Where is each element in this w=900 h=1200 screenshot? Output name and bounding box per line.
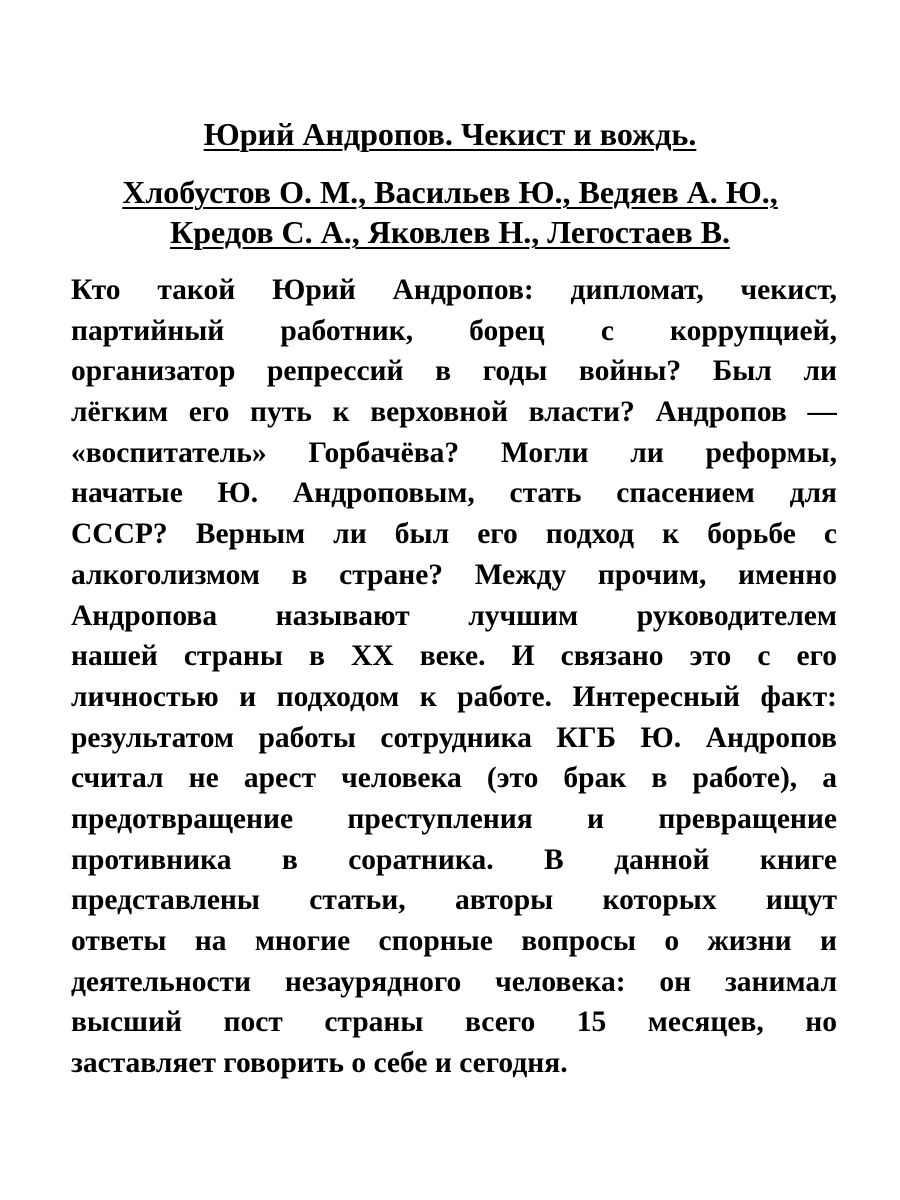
book-authors <box>0 172 900 252</box>
description-line: СССР? Верным ли был его подход к борьбе с <box>71 518 837 551</box>
description-line: деятельности незаурядного человека: он занимал <box>71 965 837 998</box>
description-line: Кто такой Юрий Андропов: дипломат, чекист, <box>71 274 837 306</box>
description-line: ответы на многие спорные вопросы о жизни и <box>71 925 837 957</box>
book-title <box>0 116 900 152</box>
description-line: партийный работник, борец с коррупцией, <box>71 314 837 347</box>
description-line: алкоголизмом в стране? Между прочим, именно <box>71 558 837 591</box>
authors-line-1-text: Хлобустов О. М., Васильев Ю., Ведяев А. Ю., <box>122 174 778 210</box>
description-line: организатор репрессий в годы войны? Был ли <box>71 355 837 388</box>
description-line: представлены статьи, авторы которых ищут <box>71 884 837 917</box>
description-line: противника в соратника. В данной книге <box>71 843 837 876</box>
description-line: высший пост страны всего 15 месяцев, но <box>71 1006 837 1039</box>
description-line: личностью и подходом к работе. Интересный факт: <box>71 680 837 713</box>
description-line: результатом работы сотрудника КГБ Ю. Андропов <box>71 721 837 754</box>
description-line: начатые Ю. Андроповым, стать спасением для <box>71 477 837 510</box>
description-line: считал не арест человека (это брак в работе), а <box>71 762 837 795</box>
authors-line-2-text: Кредов С. А., Яковлев Н., Легостаев В. <box>170 214 730 250</box>
book-description <box>71 270 837 1084</box>
description-line: Андропова называют лучшим руководителем <box>71 599 837 632</box>
book-title-text: Юрий Андропов. Чекист и вождь. <box>203 116 697 152</box>
description-line: нашей страны в XX веке. И связано это с его <box>71 640 837 673</box>
authors-line-2 <box>0 212 900 252</box>
authors-line-1 <box>0 172 900 212</box>
description-line: лёгким его путь к верховной власти? Андропов — <box>71 396 837 429</box>
description-line: «воспитатель» Горбачёва? Могли ли реформы, <box>71 436 837 469</box>
description-line: заставляет говорить о себе и сегодня. <box>71 1047 568 1080</box>
description-line: предотвращение преступления и превращение <box>71 802 837 835</box>
